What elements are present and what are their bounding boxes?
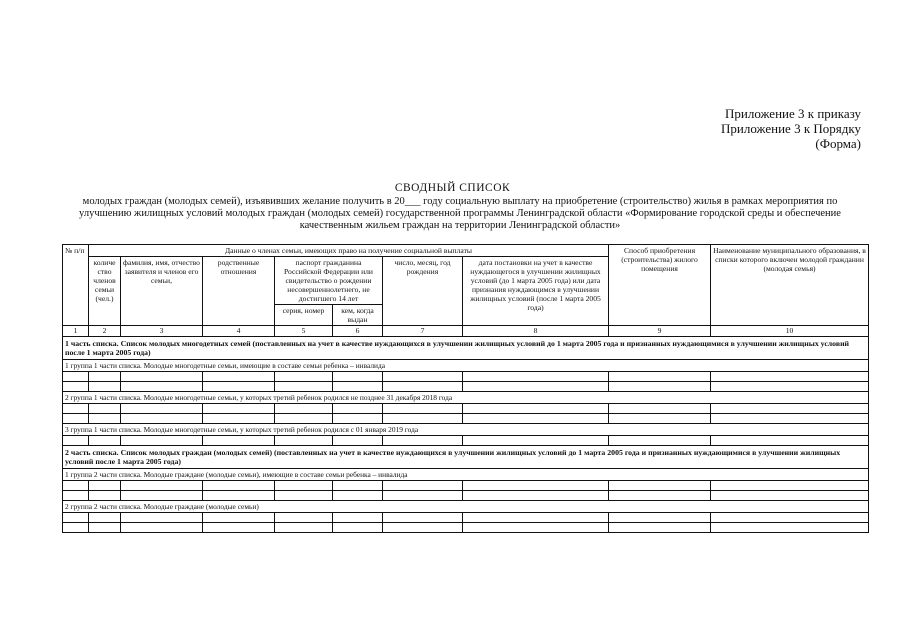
group-part1-g2-title: 2 группа 1 части списка. Молодые многодетные семьи, у которых третий ребенок родился не позднее 31 декабря 2018 года [63, 392, 869, 404]
col-header-municipality: Наименование муниципального образования, в списки которого включен молодой гражданин (молодая семья) [711, 245, 869, 326]
group-part2-g1-title: 1 группа 2 части списка. Молодые граждане (молодые семьи), имеющие в составе семьи ребенка – инвалида [63, 469, 869, 481]
group-part2-g2-title: 2 группа 2 части списка. Молодые граждане (молодые семьи) [63, 501, 869, 513]
group-part1-g1 [63, 360, 869, 372]
blank-row [63, 382, 869, 392]
group-part1-g2 [63, 392, 869, 404]
group-part1-g3-title: 3 группа 1 части списка. Молодые многодетные семьи, у которых третий ребенок родился с 01 января 2019 года [63, 424, 869, 436]
blank-row [63, 372, 869, 382]
col-number: 6 [333, 326, 383, 337]
blank-row [63, 414, 869, 424]
group-part2-g1 [63, 469, 869, 481]
col-header-registration-date: дата постановки на учет в качестве нуждающегося в улучшении жилищных условий (до 1 марта 2005 года) или дата признания нуждающимся в улучшении жилищных условий (после 1 марта 2005 года) [463, 257, 609, 326]
group-part1-g3 [63, 424, 869, 436]
appendix-note [721, 106, 861, 151]
col-number: 2 [89, 326, 121, 337]
appendix-line-1: Приложение 3 к приказу [724, 106, 861, 121]
section-part-2 [63, 446, 869, 469]
section-part-1 [63, 337, 869, 360]
group-part1-g1-title: 1 группа 1 части списка. Молодые многодетные семьи, имеющие в составе семьи ребенка – инвалида [63, 360, 869, 372]
col-header-issued: кем, когда выдан [333, 305, 383, 326]
blank-row [63, 436, 869, 446]
column-numbers-row [63, 326, 869, 337]
appendix-line-3: (Форма) [815, 136, 861, 151]
col-number: 10 [711, 326, 869, 337]
col-header-relation: родственные отношения [203, 257, 275, 326]
blank-row [63, 491, 869, 501]
col-number: 3 [121, 326, 203, 337]
blank-row [63, 523, 869, 533]
group-part2-g2 [63, 501, 869, 513]
summary-list-table [62, 244, 869, 533]
col-header-family-data: Данные о членах семьи, имеющих право на получение социальной выплаты [89, 245, 609, 257]
col-number: 4 [203, 326, 275, 337]
blank-row [63, 513, 869, 523]
document-title: СВОДНЫЙ СПИСОК [394, 182, 511, 194]
col-number: 8 [463, 326, 609, 337]
blank-row [63, 481, 869, 491]
col-number: 9 [609, 326, 711, 337]
section-part-1-title: 1 часть списка. Список молодых многодетных семей (поставленных на учет в качестве нуждающихся в улучшении жилищных условий до 1 марта 2005 года и признанных нуждающимися в улучшении жилищных условий после 1 марта 2005 года) [63, 337, 869, 360]
document-subtitle: молодых граждан (молодых семей), изъявивших желание получить в 20___ году социальную выплату на приобретение (строительство) жилья в рамках мероприятия по улучшению жилищных условий молодых граждан (молодых семей) государственной программы Ленинградской области «Формирование городской среды и обеспечение качественным жильем граждан на территории Ленинградской области» [79, 196, 841, 231]
section-part-2-title: 2 часть списка. Список молодых граждан (молодых семей) (поставленных на учет в качестве нуждающихся в улучшении жилищных условий до 1 марта 2005 года и признанных нуждающимися в улучшении жилищных условий после 1 марта 2005 года) [63, 446, 869, 469]
col-header-count: количе ство членов семьи (чел.) [89, 257, 121, 326]
col-header-series: серия, номер [275, 305, 333, 326]
appendix-line-2: Приложение 3 к Порядку [721, 121, 861, 136]
blank-row [63, 404, 869, 414]
col-header-num: № п/п [63, 245, 89, 326]
header-row-1 [63, 245, 869, 257]
col-number: 1 [63, 326, 89, 337]
col-header-name: фамилия, имя, отчество заявителя и членов его семьи, [121, 257, 203, 326]
col-header-passport: паспорт гражданина Российской Федерации или свидетельство о рождении несовершеннолетнего, не достигшего 14 лет [275, 257, 383, 305]
col-number: 7 [383, 326, 463, 337]
col-number: 5 [275, 326, 333, 337]
col-header-method: Способ приобретения (строительства) жилого помещения [609, 245, 711, 326]
col-header-birth: число, месяц, год рождения [383, 257, 463, 326]
